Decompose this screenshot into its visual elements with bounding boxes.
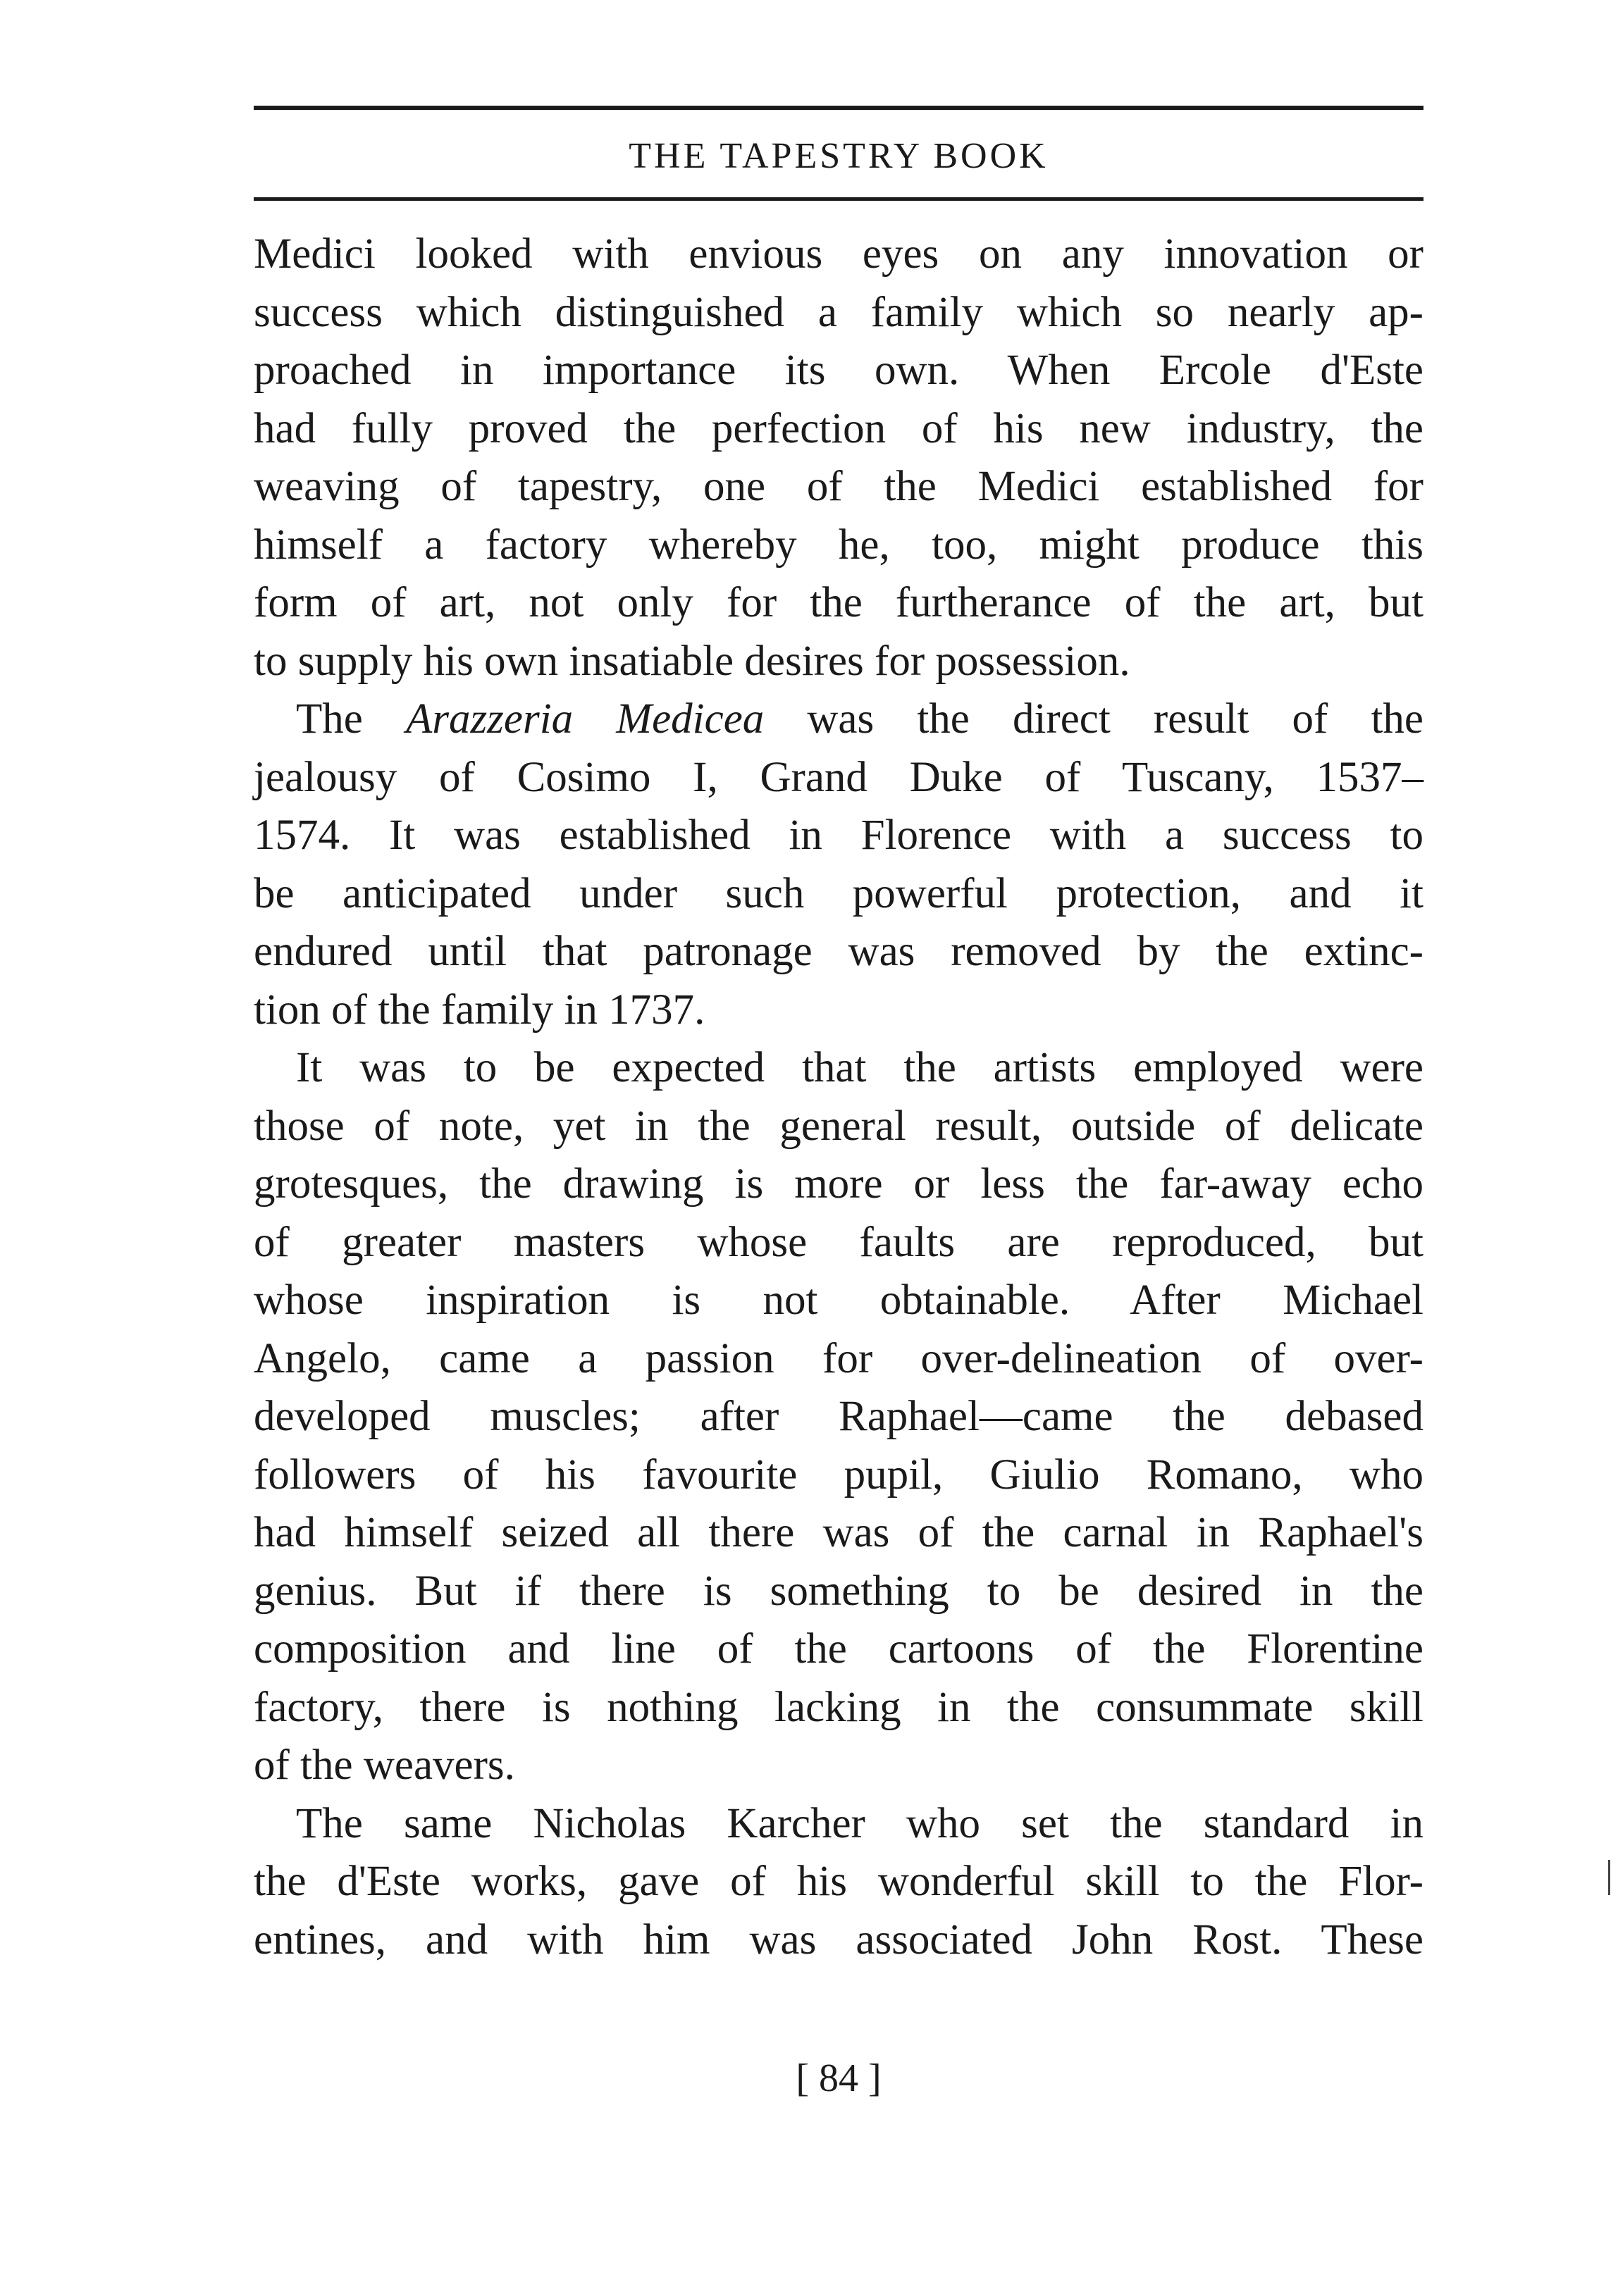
text-line: factory, there is nothing lacking in the consummate skill	[254, 1683, 1424, 1731]
body-text	[254, 225, 1424, 1969]
text-line: proached in importance its own. When Ercole d'Este	[254, 347, 1424, 394]
text-line: weaving of tapestry, one of the Medici established for	[254, 463, 1424, 510]
text-line: Medici looked with envious eyes on any innovation or	[254, 230, 1424, 278]
text-line: those of note, yet in the general result, outside of delicate	[254, 1102, 1424, 1150]
text-run: was the direct result of the	[764, 695, 1424, 743]
text-line: endured until that patronage was removed by the extinc-	[254, 928, 1424, 975]
text-line: himself a factory whereby he, too, might produce this	[254, 521, 1424, 569]
header-rule-top	[254, 106, 1424, 110]
text-line: success which distinguished a family which so nearly ap-	[254, 288, 1424, 336]
italic-title: Arazzeria Medicea	[405, 695, 765, 743]
page-number: [ 84 ]	[796, 2056, 882, 2100]
text-line: of greater masters whose faults are reproduced, but	[254, 1218, 1424, 1266]
header-rule-bottom	[254, 197, 1424, 201]
text-line: to supply his own insatiable desires for possession.	[254, 637, 1130, 685]
text-line: Angelo, came a passion for over-delineation of over-	[254, 1334, 1424, 1382]
text-line: followers of his favourite pupil, Giulio Romano, who	[254, 1451, 1424, 1498]
text-line: 1574. It was established in Florence with a success to	[254, 812, 1424, 859]
text-run: The	[296, 695, 406, 743]
text-line: entines, and with him was associated John Rost. These	[254, 1916, 1424, 1963]
text-line: form of art, not only for the furtherance of the art, but	[254, 579, 1424, 626]
text-line: genius. But if there is something to be desired in the	[254, 1567, 1424, 1615]
text-line: It was to be expected that the artists employed were	[296, 1044, 1424, 1091]
text-line: be anticipated under such powerful protection, and it	[254, 869, 1424, 917]
text-line: the d'Este works, gave of his wonderful skill to the Flor-	[254, 1858, 1424, 1905]
text-line: jealousy of Cosimo I, Grand Duke of Tuscany, 1537–	[254, 753, 1424, 801]
text-line	[254, 690, 1424, 749]
text-line: developed muscles; after Raphael—came the debased	[254, 1393, 1424, 1440]
text-line: grotesques, the drawing is more or less the far-away echo	[254, 1160, 1424, 1208]
text-line: tion of the family in 1737.	[254, 986, 705, 1034]
text-line: had fully proved the perfection of his new industry, the	[254, 404, 1424, 452]
text-line: whose inspiration is not obtainable. After Michael	[254, 1277, 1424, 1324]
margin-mark	[1608, 1860, 1610, 1895]
text-line: of the weavers.	[254, 1742, 515, 1789]
text-line: The same Nicholas Karcher who set the standard in	[296, 1799, 1424, 1847]
text-line: composition and line of the cartoons of the Florentine	[254, 1625, 1424, 1673]
running-title: THE TAPESTRY BOOK	[629, 136, 1049, 176]
text-line: had himself seized all there was of the carnal in Raphael's	[254, 1509, 1424, 1556]
